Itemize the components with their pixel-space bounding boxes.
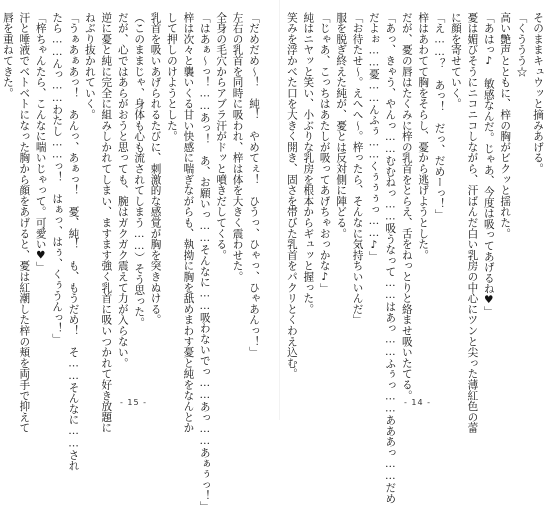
text-line: 乳首を吸いあげられるたびに、刺激的な感覚が胸を突きぬける。 (149, 12, 162, 326)
text-line: 憂は媚びそうにニコニコしながら、汗ばんだ白い乳房の中心にツンと尖った薄紅色の蕾 (466, 12, 479, 434)
text-line: 梓はあわてて胸をそらし、憂から逃げようとした。 (417, 12, 430, 261)
text-line: 「お待たせ～。えへへ～。梓ったら、そんなに気持ちいいんだ」 (351, 12, 364, 326)
text-line: たら……んっ……わたし……っ！ はぁっ、はぅ、くぅうんっ！」 (51, 12, 64, 345)
text-line: だよぉ……憂……んふぅ……くぅぅぅっ……♪」 (367, 12, 380, 263)
text-line: ねぶり抜かれていく。 (83, 12, 96, 120)
text-line: に顔を寄せていく。 (449, 12, 462, 110)
text-line: そのままキュウッと摘みあげる。 (532, 12, 544, 174)
text-line: 純はニヤッと笑い、小ぶりな乳房を根本からギュッと握った。 (302, 12, 315, 315)
text-line: 「だめだめ～！ 純！ やめてぇ！ ひうっ、ひゃっ、ひゃあんっ！」 (248, 12, 260, 358)
text-line: 「え……？ あっ！ だっ、だめーっ！」 (433, 12, 446, 220)
page-number-left: - 15 - (120, 398, 148, 407)
text-line: 「じゃあ、こっちはあたしが吸ってあげちゃおっかな♪」 (318, 12, 331, 295)
text-line: 「はあぁ～っ！……あっ！ あ、お願いっ……そんなに……吸わないでっ……あっ……あぁぅっ！」 (198, 12, 211, 512)
text-line: 「梓ちゃんたら、こんなに喘いじゃって。可愛い♥」 (34, 12, 47, 273)
text-line: 梓は次々と襲いくる甘い快感に喘ぎながらも、執拗に胸を舐めまわす憂と純をなんとか (182, 12, 195, 434)
text-line: して押しのけようとした。 (165, 12, 178, 142)
text-line: 逆に憂と純に完全に組みしかれてしまい、ますます強く乳首に吸いつかれて好き放題に (100, 12, 113, 434)
text-line: 「うぁあぁあっ！ あんっ、あぁっ！ 憂、純！ も、もうだめ！ そ……そんなに……され (67, 12, 80, 472)
page-number-right: - 14 - (404, 398, 432, 407)
text-line: 左右の乳首を同時に吸われ、梓は体を大きく震わせた。 (231, 12, 244, 282)
text-line: だが、心ではあらがおうと思っても、腕はガクガク震えて力が入らない。 (116, 12, 129, 369)
page-right (280, 0, 560, 504)
text-line: 「あはっ♪ 敏感なんだ。じゃあ、今度は吸ってあげるね♥」 (482, 12, 495, 318)
text-line: 「あっ、きゃう、やんっ……むむねっ……吸うなって……はあっ……ふぅっ……あああっ……だめ (384, 12, 397, 504)
text-line: 服を脱ぎ終えた純が、憂とは反対側に陣どる。 (335, 12, 348, 239)
text-line: 笑みを浮かべた口を大きく開き、固さを帯びた乳首をパクリとくわえ込む。 (285, 12, 298, 380)
text-line: （このままじゃ、身体も心も流されてしまう……）そう思った。 (133, 12, 146, 328)
text-line: 全身の毛穴からアブラ汗がドッと噴きだしてくる。 (215, 12, 228, 261)
text-line: 唇を重ねてきた。 (1, 12, 14, 99)
text-line: 「くううう☆ (515, 12, 528, 77)
text-line: だが、憂の唇はたくみに梓の乳首をとらえ、舌をねっとりと絡ませ吸いたてる。 (400, 12, 413, 401)
text-line: 汗と唾液でベトベトになった胸から顔をあげると、憂は紅潮した梓の頬を両手で抑えて (18, 12, 31, 434)
text-line: 高い艶声とともに、梓の胸がビクッと揺れた。 (499, 12, 512, 239)
